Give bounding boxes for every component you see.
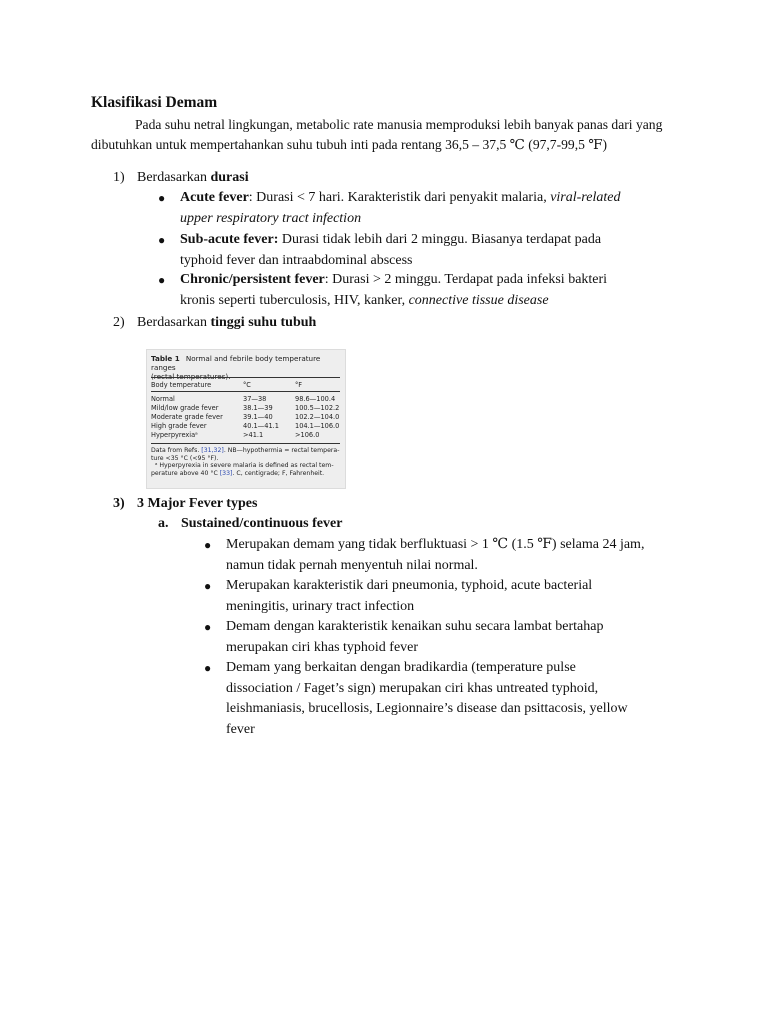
table-top-rule (151, 377, 340, 378)
bullet-icon: ● (204, 579, 212, 593)
chronic-line-2: kronis seperti tuberculosis, HIV, kanker, (180, 292, 409, 308)
row-celsius: 37—38 (243, 395, 267, 403)
row-fahrenheit: 100.5—102.2 (295, 404, 340, 412)
row-label: High grade fever (151, 422, 207, 430)
table-caption-1: Normal and febrile body temperature ranges (151, 354, 321, 372)
chronic-italic: connective tissue disease (408, 292, 549, 308)
intro-line-2: dibutuhkan untuk mempertahankan suhu tubuh inti pada rentang 36,5 – 37,5 ℃ (97,7-99,5 ℉) (91, 137, 608, 152)
footnote-text: perature above 40 °C (151, 469, 220, 477)
row-label: Moderate grade fever (151, 413, 223, 421)
intro-line-1: Pada suhu netral lingkungan, metabolic rate manusia memproduksi lebih banyak panas dari yang (135, 117, 663, 132)
item-line: fever (226, 721, 255, 737)
row-fahrenheit: >106.0 (295, 431, 320, 439)
footnote-text: Data from Refs. (151, 447, 202, 454)
bullet-icon: ● (158, 273, 166, 287)
row-fahrenheit: 104.1—106.0 (295, 422, 340, 430)
bullet-icon: ● (204, 620, 212, 634)
section-number: 3) (113, 496, 125, 511)
item-line: Demam dengan karakteristik kenaikan suhu secara lambat bertahap (226, 619, 604, 634)
footnote-text: . C, centigrade; F, Fahrenheit. (232, 469, 325, 477)
item-line: namun tidak pernah menyentuh nilai normal. (226, 557, 478, 573)
item-line: Demam yang berkaitan dengan bradikardia (temperature pulse (226, 660, 576, 675)
term-subacute-fever: Sub-acute fever: (180, 232, 279, 247)
section-title: 3 Major Fever types (137, 496, 258, 511)
acute-desc: : Durasi < 7 hari. Karakteristik dari penyakit malaria, (248, 190, 551, 205)
footnote-text: ᵃ Hyperpyrexia in severe malaria is defined as rectal tem- (154, 462, 334, 470)
section-prefix: Berdasarkan (137, 170, 211, 185)
header-celsius: °C (243, 381, 251, 389)
acute-italic-2: upper respiratory tract infection (180, 210, 362, 226)
section-prefix: Berdasarkan (137, 315, 211, 330)
row-celsius: 38.1—39 (243, 404, 273, 412)
item-line: Merupakan demam yang tidak berfluktuasi > 1 ℃ (1.5 ℉) selama 24 jam, (226, 537, 645, 552)
bullet-icon: ● (158, 191, 166, 205)
subsection-title: Sustained/continuous fever (181, 516, 343, 531)
term-acute-fever: Acute fever (180, 190, 249, 205)
row-celsius: 39.1—40 (243, 413, 273, 421)
row-celsius: >41.1 (243, 431, 264, 439)
table-header-rule (151, 391, 340, 392)
footnote-ref-link[interactable]: [31,32] (201, 447, 224, 454)
acute-italic-1: viral-related (550, 190, 621, 205)
section-bold: durasi (210, 170, 249, 185)
section-title (137, 168, 249, 188)
footnote-text: . NB—hypothermia = rectal tempera- (223, 447, 340, 454)
bullet-icon: ● (158, 233, 166, 247)
term-chronic-fever: Chronic/persistent fever (180, 272, 325, 287)
footnote-text: ture <35 °C (<95 °F). (151, 454, 219, 462)
subacute-desc: Durasi tidak lebih dari 2 minggu. Biasanya terdapat pada (278, 232, 602, 247)
document-heading: Klasifikasi Demam (91, 94, 218, 111)
section-number: 2) (113, 315, 125, 330)
bullet-icon: ● (204, 538, 212, 552)
table-header-row (151, 381, 341, 389)
item-line: merupakan ciri khas typhoid fever (226, 639, 419, 655)
item-line: dissociation / Faget’s sign) merupakan ciri khas untreated typhoid, (226, 680, 599, 696)
table-row (151, 413, 341, 421)
header-body-temperature: Body temperature (151, 381, 212, 389)
footnote-ref-link[interactable]: [33] (219, 469, 233, 477)
row-label: Mild/low grade fever (151, 404, 219, 412)
table-footnote (151, 447, 341, 477)
section-title (137, 313, 316, 333)
row-celsius: 40.1—41.1 (243, 422, 279, 430)
row-label: Normal (151, 395, 175, 403)
table-row (151, 395, 341, 403)
temperature-table-figure (146, 349, 346, 489)
bullet-icon: ● (204, 661, 212, 675)
item-line: Merupakan karakteristik dari pneumonia, typhoid, acute bacterial (226, 578, 593, 593)
table-bottom-rule (151, 443, 340, 444)
chronic-desc: : Durasi > 2 minggu. Terdapat pada infeksi bakteri (324, 272, 608, 287)
subacute-line-2: typhoid fever dan intraabdominal abscess (180, 252, 413, 268)
item-line: meningitis, urinary tract infection (226, 598, 415, 614)
header-fahrenheit: °F (295, 381, 303, 389)
table-row (151, 404, 341, 412)
row-label: Hyperpyrexiaᵃ (151, 431, 198, 439)
table-caption-2: (rectal temperatures). (151, 372, 231, 381)
row-fahrenheit: 98.6—100.4 (295, 395, 336, 403)
table-label: Table 1 (151, 354, 180, 363)
table-row (151, 422, 341, 430)
subsection-letter: a. (158, 516, 169, 531)
row-fahrenheit: 102.2—104.0 (295, 413, 340, 421)
item-line: leishmaniasis, brucellosis, Legionnaire’s disease dan psittacosis, yellow (226, 701, 628, 716)
table-row (151, 431, 341, 439)
section-bold: tinggi suhu tubuh (210, 315, 317, 330)
intro-paragraph (91, 115, 691, 155)
section-number: 1) (113, 170, 125, 185)
